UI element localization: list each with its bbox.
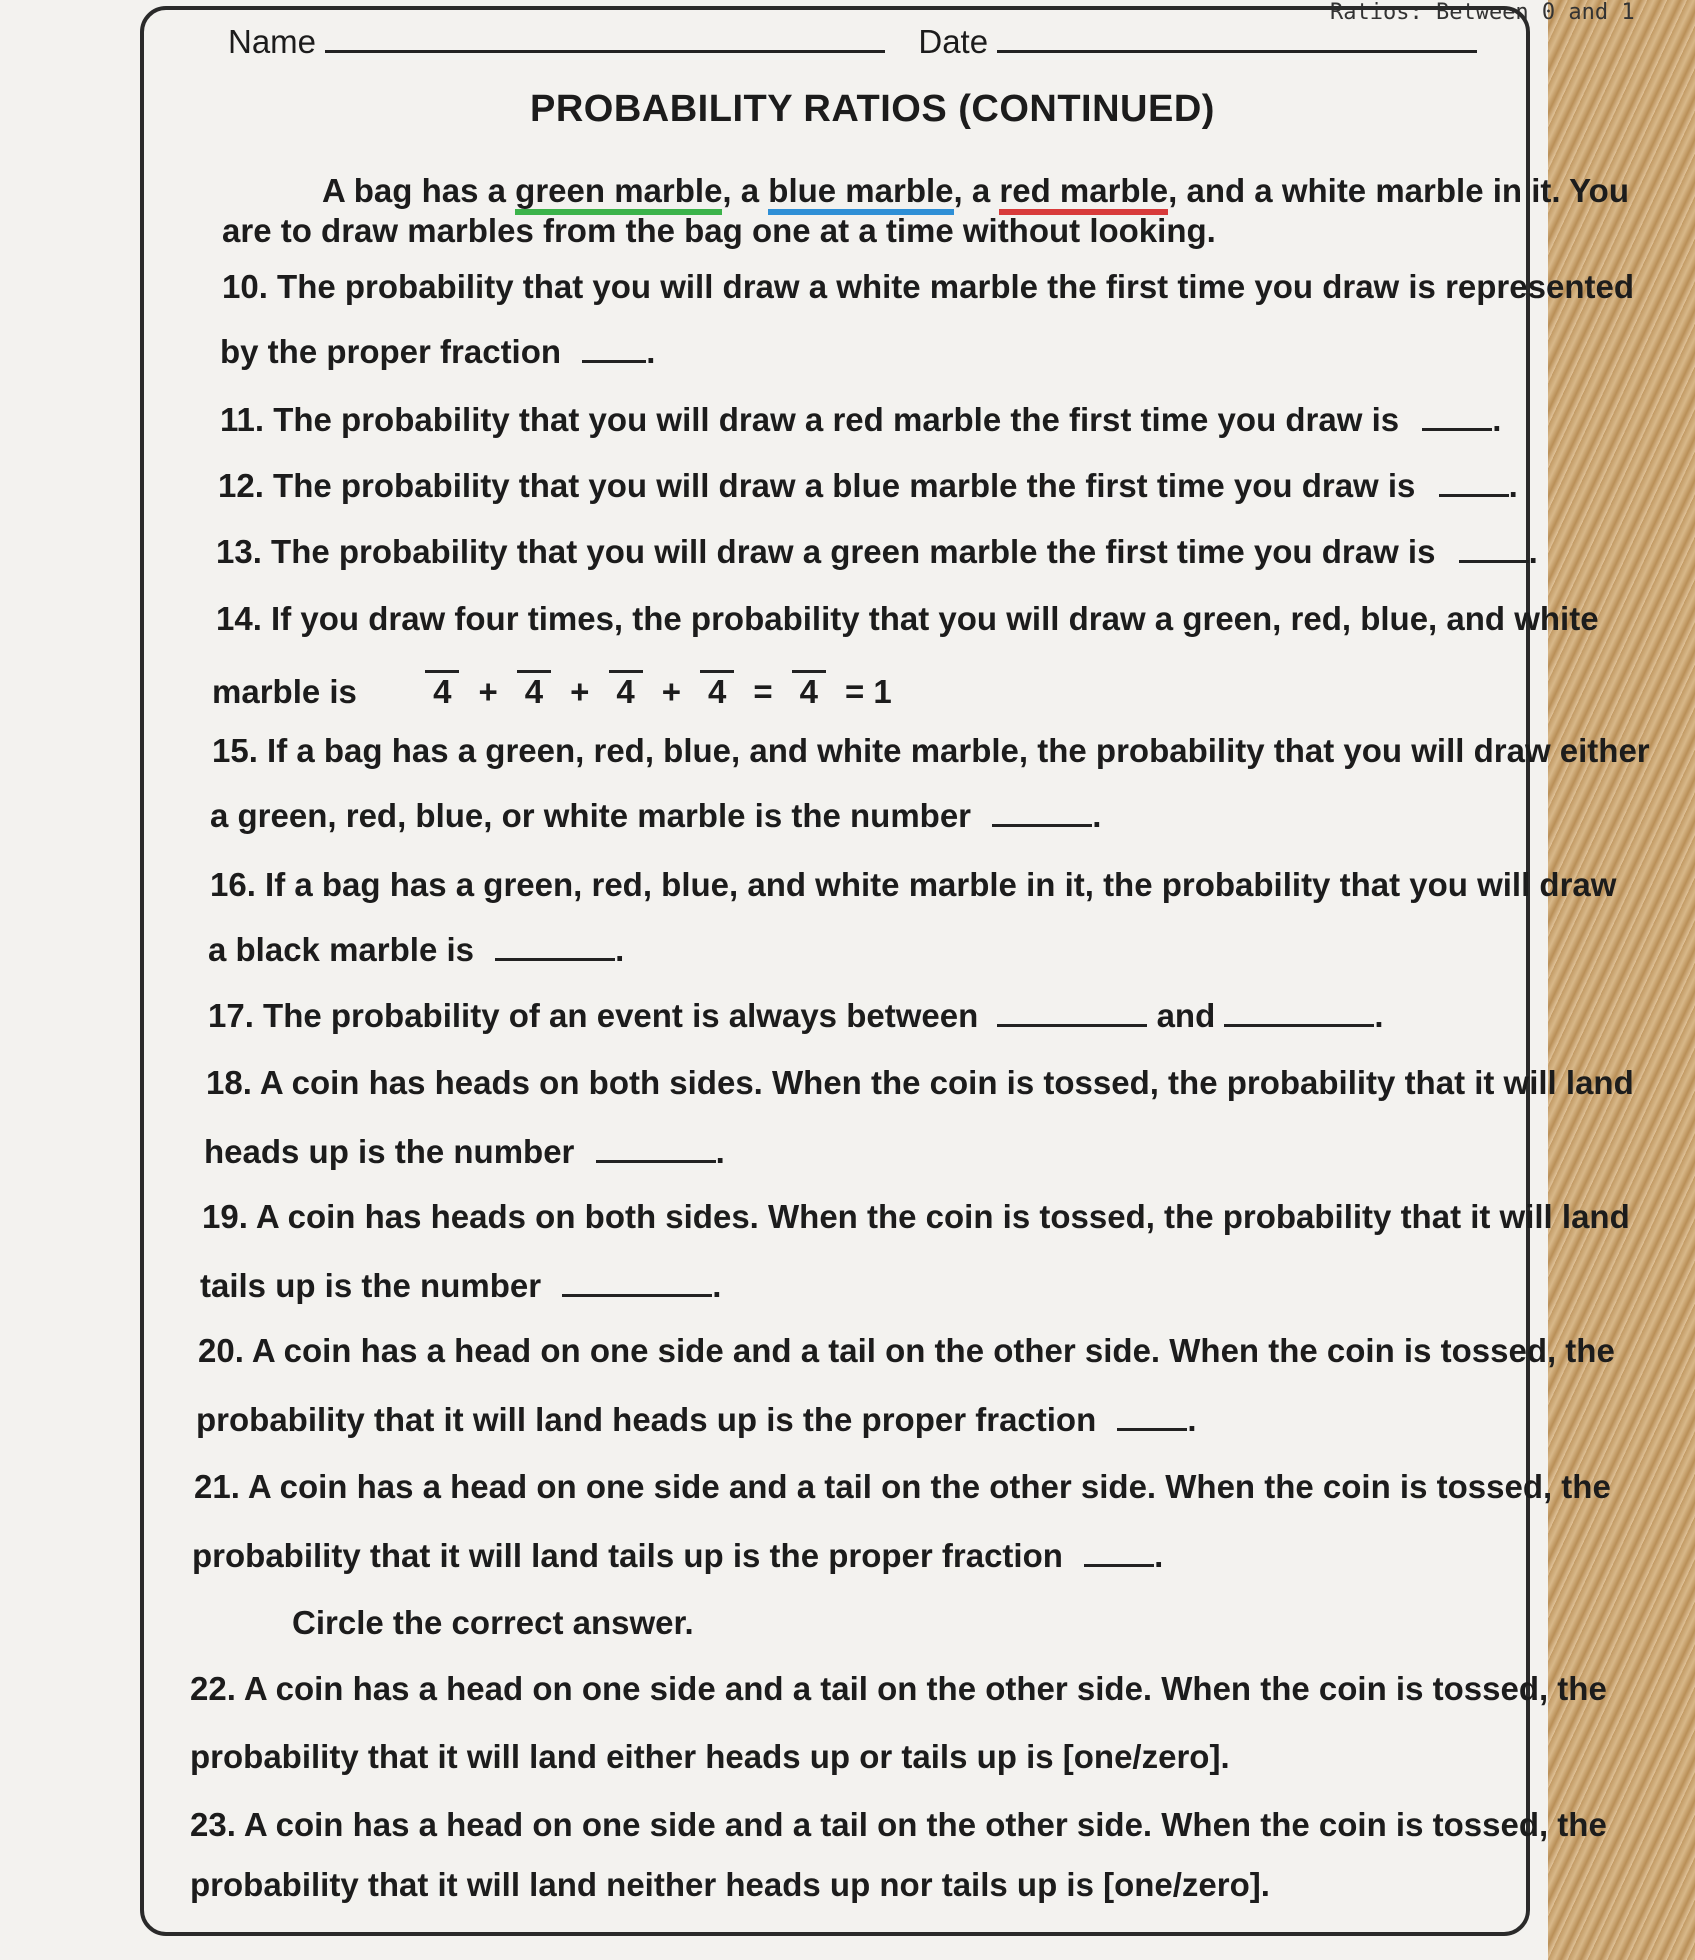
- q18-text: heads up is the number: [204, 1133, 575, 1170]
- plus-sign: +: [478, 673, 498, 710]
- date-field[interactable]: [997, 22, 1477, 53]
- running-title: Ratios: Between 0 and 1: [1330, 0, 1635, 25]
- q13-answer-blank[interactable]: [1459, 532, 1529, 563]
- q19-text: tails up is the number: [200, 1267, 542, 1304]
- q18-answer-blank[interactable]: [596, 1132, 716, 1163]
- q11-text: 11. The probability that you will draw a red marble the first time you draw is: [220, 401, 1400, 438]
- q19-line-1: 19. A coin has heads on both sides. When the coin is tossed, the probability that it will land: [202, 1198, 1630, 1235]
- q14-result: = 1: [844, 673, 892, 710]
- q14-fraction-2[interactable]: 4: [517, 652, 551, 711]
- q12-text: 12. The probability that you will draw a blue marble the first time you draw is: [218, 467, 1416, 504]
- q14-line-1: 14. If you draw four times, the probability that you will draw a green, red, blue, and white: [216, 600, 1599, 637]
- q17-text: 17. The probability of an event is always between: [208, 997, 979, 1034]
- name-date-row: [228, 22, 1477, 61]
- intro-line-1: [322, 172, 1629, 210]
- period: .: [1492, 401, 1502, 438]
- q17-line: [208, 996, 1384, 1035]
- period: .: [646, 333, 656, 370]
- q14-fraction-3[interactable]: 4: [609, 652, 643, 711]
- q13-line: [216, 532, 1538, 571]
- q20-line-1: 20. A coin has a head on one side and a tail on the other side. When the coin is tossed, the: [198, 1332, 1615, 1369]
- period: .: [1508, 467, 1518, 504]
- q23-line-2[interactable]: probability that it will land neither heads up nor tails up is [one/zero].: [190, 1866, 1270, 1903]
- period: .: [715, 1133, 725, 1170]
- plus-sign: +: [570, 673, 590, 710]
- q14-line-2: [212, 652, 892, 711]
- intro-text: , and a white marble in it. You: [1168, 172, 1629, 209]
- q11-answer-blank[interactable]: [1422, 400, 1492, 431]
- intro-text: , a: [953, 172, 1000, 209]
- period: .: [1092, 797, 1102, 834]
- q17-and: and: [1156, 997, 1216, 1034]
- q16-answer-blank[interactable]: [495, 930, 615, 961]
- q14-fraction-sum[interactable]: 4: [792, 652, 826, 711]
- q12-line: [218, 466, 1518, 505]
- q11-line: [220, 400, 1501, 439]
- q17-answer-blank-1[interactable]: [997, 996, 1147, 1027]
- q16-line-1: 16. If a bag has a green, red, blue, and white marble in it, the probability that you will draw: [210, 866, 1617, 903]
- period: .: [1154, 1537, 1164, 1574]
- plus-sign: +: [661, 673, 681, 710]
- period: .: [615, 931, 625, 968]
- q20-answer-blank[interactable]: [1117, 1400, 1187, 1431]
- q10-text: by the proper fraction: [220, 333, 562, 370]
- q10-answer-blank[interactable]: [582, 332, 646, 363]
- page-title: PROBABILITY RATIOS (CONTINUED): [530, 88, 1215, 130]
- q22-line-1: 22. A coin has a head on one side and a tail on the other side. When the coin is tossed, the: [190, 1670, 1607, 1707]
- q21-answer-blank[interactable]: [1084, 1536, 1154, 1567]
- q21-line-1: 21. A coin has a head on one side and a tail on the other side. When the coin is tossed, the: [194, 1468, 1611, 1505]
- circle-instruction: Circle the correct answer.: [292, 1604, 694, 1641]
- q14-text: marble is: [212, 673, 357, 710]
- name-field[interactable]: [325, 22, 885, 53]
- intro-line-2: are to draw marbles from the bag one at a time without looking.: [222, 212, 1216, 249]
- q21-text: probability that it will land tails up is the proper fraction: [192, 1537, 1063, 1574]
- q19-answer-blank[interactable]: [562, 1266, 712, 1297]
- q14-fraction-1[interactable]: 4: [425, 652, 459, 711]
- date-label: Date: [918, 23, 989, 60]
- q15-text: a green, red, blue, or white marble is the number: [210, 797, 972, 834]
- q10-line-2: [220, 332, 655, 371]
- period: .: [1528, 533, 1538, 570]
- q18-line-1: 18. A coin has heads on both sides. When the coin is tossed, the probability that it will land: [206, 1064, 1634, 1101]
- intro-text: A bag has a: [322, 172, 516, 209]
- intro-text: , a: [722, 172, 769, 209]
- period: .: [1374, 997, 1384, 1034]
- q15-line-2: [210, 796, 1101, 835]
- q21-line-2: [192, 1536, 1163, 1575]
- period: .: [712, 1267, 722, 1304]
- q19-line-2: [200, 1266, 721, 1305]
- q15-answer-blank[interactable]: [992, 796, 1092, 827]
- q18-line-2: [204, 1132, 725, 1171]
- q17-answer-blank-2[interactable]: [1224, 996, 1374, 1027]
- q14-fraction-4[interactable]: 4: [700, 652, 734, 711]
- green-marble-highlight: green marble: [515, 172, 722, 215]
- equals-sign: =: [753, 673, 773, 710]
- q22-line-2[interactable]: probability that it will land either heads up or tails up is [one/zero].: [190, 1738, 1230, 1775]
- red-marble-highlight: red marble: [999, 172, 1168, 215]
- q23-line-1: 23. A coin has a head on one side and a tail on the other side. When the coin is tossed, the: [190, 1806, 1607, 1843]
- q16-line-2: [208, 930, 624, 969]
- q16-text: a black marble is: [208, 931, 474, 968]
- blue-marble-highlight: blue marble: [768, 172, 953, 215]
- name-label: Name: [228, 23, 317, 60]
- q10-line-1: 10. The probability that you will draw a white marble the first time you draw is represented: [222, 268, 1634, 305]
- q12-answer-blank[interactable]: [1439, 466, 1509, 497]
- q13-text: 13. The probability that you will draw a green marble the first time you draw is: [216, 533, 1436, 570]
- q20-line-2: [196, 1400, 1197, 1439]
- period: .: [1187, 1401, 1197, 1438]
- q20-text: probability that it will land heads up is the proper fraction: [196, 1401, 1097, 1438]
- q15-line-1: 15. If a bag has a green, red, blue, and white marble, the probability that you will draw either: [212, 732, 1650, 769]
